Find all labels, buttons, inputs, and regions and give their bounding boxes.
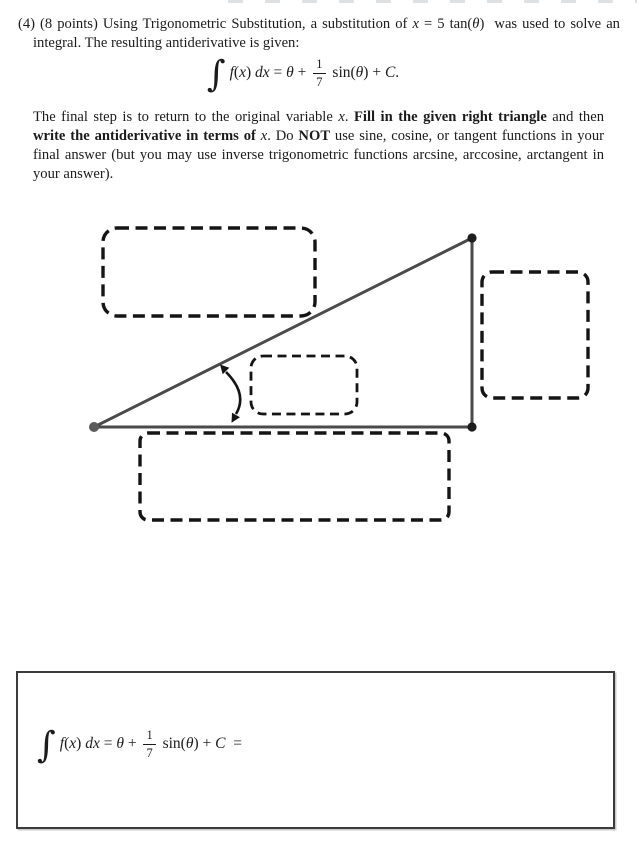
hypotenuse-label-field[interactable] [103, 228, 315, 316]
triangle-hypotenuse [94, 238, 472, 427]
answer-formula-prompt: ∫ f(x) dx = θ + $\frac{1}{7}$ sin(θ) + C = [37, 725, 242, 767]
angle-arc-arrowhead-bottom [232, 413, 241, 423]
fraction: $\frac{1}{7}$ [143, 729, 155, 760]
cutoff-text-remnant [228, 0, 637, 3]
vertex-dot-bottom-left [89, 422, 99, 432]
angle-label-field[interactable] [251, 356, 357, 414]
question-instructions-paragraph: The final step is to return to the original variable x. Fill in the given right triangle and then write the antiderivative in terms of x. Do NOT use sine, cosine, or tangent functions in your final answer (but you may use inverse trigonometric functions arcsine, arccosine, arctangent in your answer). [33, 109, 604, 182]
answer-box[interactable] [16, 671, 615, 829]
right-side-label-field[interactable] [482, 272, 588, 398]
given-antiderivative-formula: ∫ f(x) dx = θ + $\frac{1}{7}$ sin(θ) + C. [206, 54, 400, 96]
vertex-dot-top-right [467, 233, 476, 242]
base-label-field[interactable] [140, 433, 449, 520]
fraction: $\frac{1}{7}$ [313, 58, 325, 89]
question-intro-paragraph: (4) (8 points) Using Trigonometric Substitution, a substitution of x = 5 tan(θ) was used to solve an integral. The resulting antiderivative is given: [18, 16, 620, 51]
vertex-dot-bottom-right [467, 422, 476, 431]
angle-arc-arrow [226, 372, 240, 414]
right-triangle-diagram [0, 210, 639, 540]
